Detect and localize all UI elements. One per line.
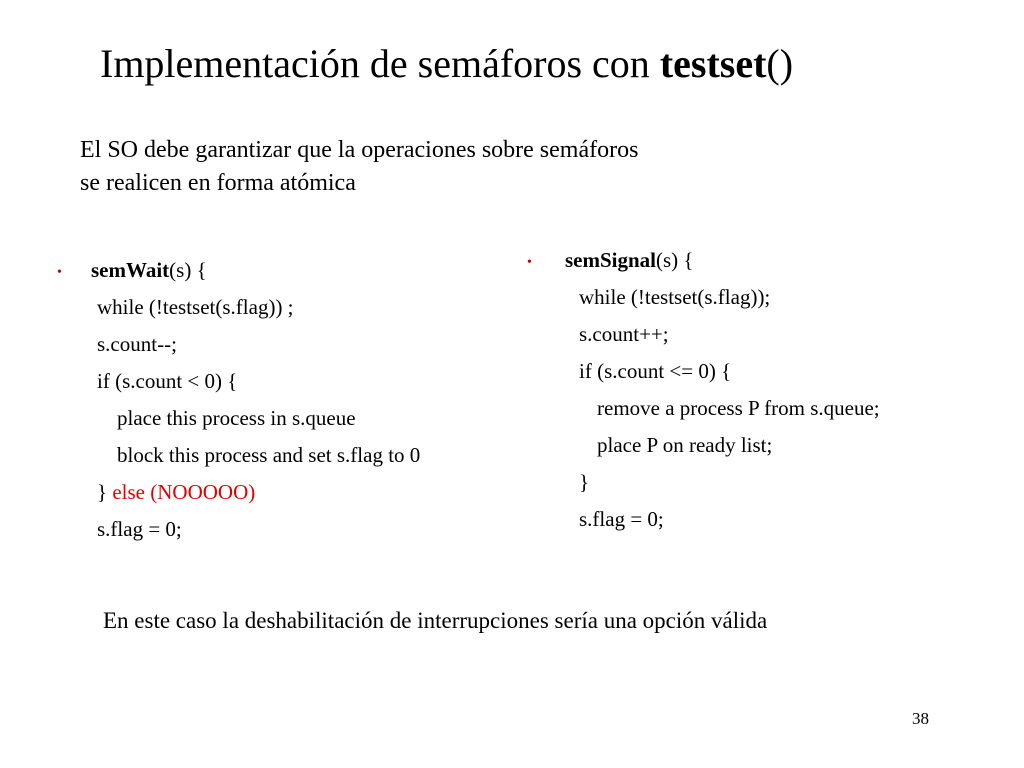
bullet-icon: • [57, 264, 62, 280]
semsignal-line-2: s.count++; [579, 322, 669, 346]
conclusion-text: En este caso la deshabilitación de interrupciones sería una opción válida [103, 608, 768, 633]
semsignal-line-1: while (!testset(s.flag)); [579, 285, 771, 309]
semsignal-line-6: } [579, 470, 590, 494]
semwait-code-block [57, 252, 420, 548]
semsignal-signature: (s) { [656, 248, 694, 272]
bullet-icon: • [527, 254, 532, 270]
semwait-line-1: while (!testset(s.flag)) ; [97, 295, 294, 319]
semsignal-code-block [527, 242, 880, 538]
semwait-line-6 [57, 474, 420, 511]
semsignal-line-7: s.flag = 0; [579, 507, 664, 531]
semwait-line-3: if (s.count < 0) { [97, 369, 238, 393]
title-prefix: Implementación de semáforos con [100, 41, 660, 86]
semwait-header [57, 252, 420, 289]
page-number: 38 [912, 709, 929, 728]
semwait-line-7: s.flag = 0; [97, 517, 182, 541]
intro-line-1: El SO debe garantizar que la operaciones sobre semáforos [80, 137, 639, 163]
semwait-line-5: block this process and set s.flag to 0 [117, 443, 421, 467]
semwait-else-note: else (NOOOOO) [112, 480, 256, 504]
semsignal-header [527, 242, 880, 279]
title-function-name: testset [659, 41, 767, 86]
slide-title [100, 38, 793, 90]
semsignal-line-5: place P on ready list; [597, 433, 773, 457]
semsignal-line-3: if (s.count <= 0) { [579, 359, 732, 383]
semwait-signature: (s) { [169, 258, 207, 282]
semwait-line-2: s.count--; [97, 332, 177, 356]
semwait-line-4: place this process in s.queue [117, 406, 356, 430]
semwait-function-name: semWait [91, 258, 170, 282]
semsignal-line-4: remove a process P from s.queue; [597, 396, 880, 420]
semsignal-function-name: semSignal [565, 248, 657, 272]
intro-text [80, 134, 638, 200]
title-suffix: () [766, 41, 794, 86]
intro-line-2: se realicen en forma atómica [80, 170, 356, 196]
semwait-closing-brace: } [97, 480, 113, 504]
